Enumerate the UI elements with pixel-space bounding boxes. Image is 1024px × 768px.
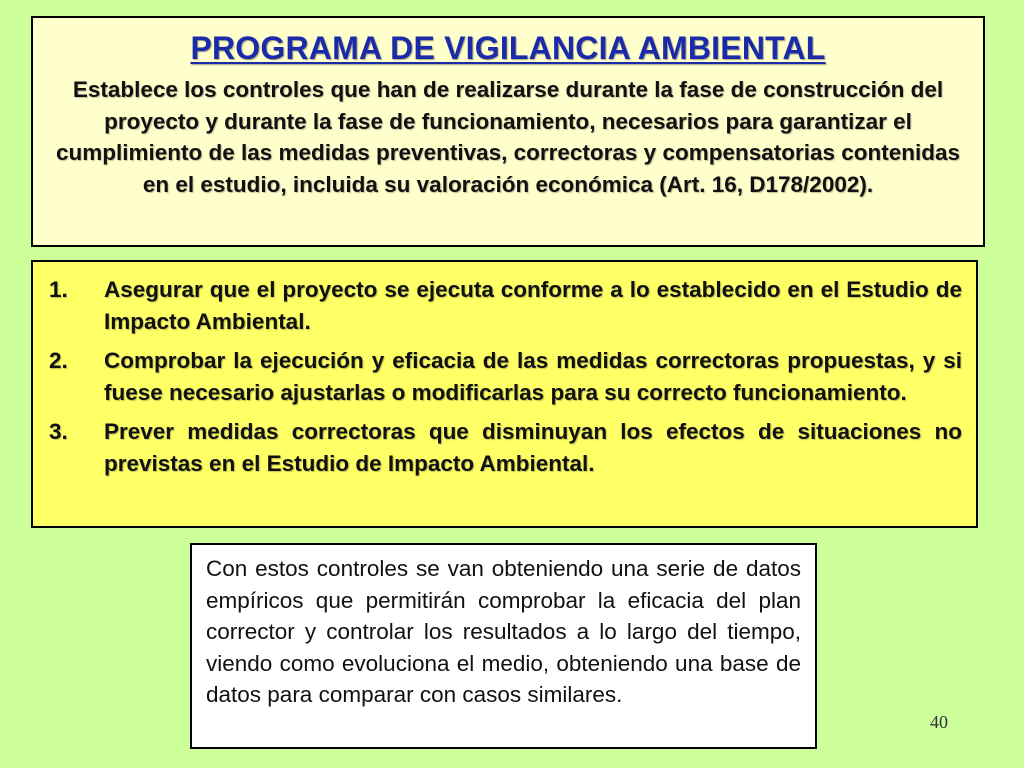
header-box: [31, 16, 985, 247]
objective-number: 3.: [49, 419, 68, 444]
intro-paragraph: Establece los controles que han de realizarse durante la fase de construcción del proyecto y durante la fase de funcionamiento, necesarios para garantizar el cumplimiento de las medidas preventivas, correctoras y compensatorias contenidas en el estudio, incluida su valoración económica (Art. 16, D178/2002).: [55, 77, 961, 197]
objective-text: Comprobar la ejecución y eficacia de las medidas correctoras propuestas, y si fuese necesario ajustarlas o modificarlas para su correcto funcionamiento.: [104, 348, 962, 405]
objective-text: Prever medidas correctoras que disminuyan los efectos de situaciones no previstas en el Estudio de Impacto Ambiental.: [104, 419, 962, 476]
note-text: Con estos controles se van obteniendo una serie de datos empíricos que permitirán comprobar la eficacia del plan corrector y controlar los resultados a lo largo del tiempo, viendo como evoluciona el medio, obteniendo una base de datos para comparar con casos similares.: [206, 556, 801, 707]
objective-text: Asegurar que el proyecto se ejecuta conforme a lo establecido en el Estudio de Impacto Ambiental.: [104, 277, 962, 334]
objective-number: 1.: [49, 277, 68, 302]
note-box: [190, 543, 817, 749]
objectives-box: [31, 260, 978, 528]
objective-item: [45, 345, 962, 408]
page-title: PROGRAMA DE VIGILANCIA AMBIENTAL: [190, 30, 826, 66]
objective-item: [45, 416, 962, 479]
objective-number: 2.: [49, 348, 68, 373]
page-number: 40: [930, 712, 948, 732]
objectives-list: [33, 262, 976, 479]
objective-item: [45, 274, 962, 337]
